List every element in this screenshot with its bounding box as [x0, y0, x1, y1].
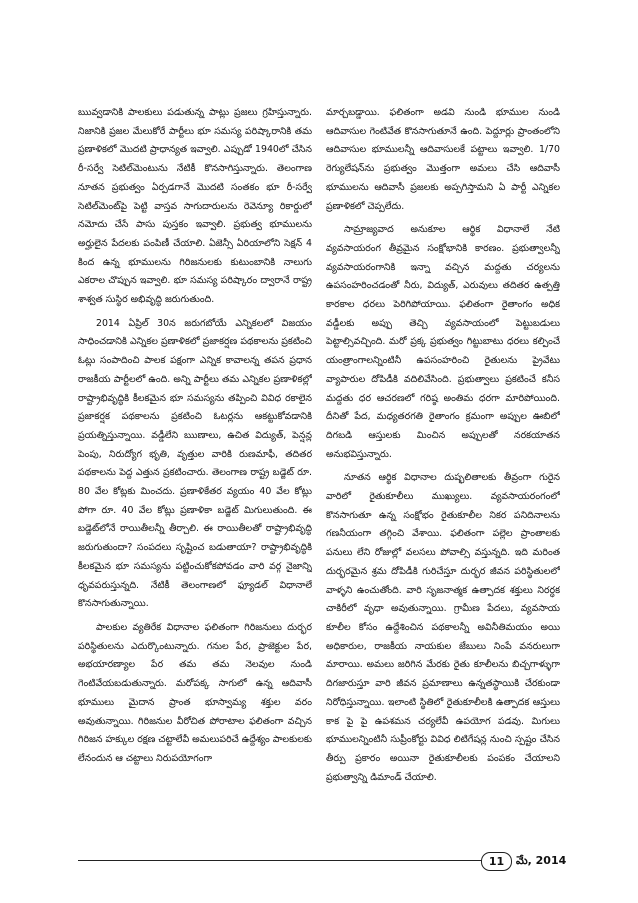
article-left-column	[78, 104, 312, 834]
article-right-column	[326, 104, 560, 834]
footer-divider	[78, 860, 490, 861]
article-paragraph: 2014 ఏప్రిల్ 30న జరుగబోయే ఎన్నికలలో విజయం సాధించడానికి ఎన్నికల ప్రణాళికలో ప్రజాకర్షణ పథకాలను ప్రకటించి ఓట్లు సంపాదించి పాలక పక్షంగా ఎన్నిక కావాలన్న తపన ప్రధాన రాజకీయ పార్టీలలో ఉంది. అన్ని పార్టీలు తమ ఎన్నికల ప్రణాళికల్లో రాష్ట్రాభివృద్ధికి కీలకమైన భూ సమస్యను తప్పించి వివిధ రకాలైన ప్రజాకర్షక పథకాలను ప్రకటించి ఓటర్లను ఆకట్టుకోవడానికి ప్రయత్నిస్తున్నాయి. వడ్డీలేని ఋణాలు, ఉచిత విద్యుత్, పెన్షన్ల పెంపు, నిరుద్యోగ భృతి, వృత్తుల వారికి రుణమాఫీ, తదితర పథకాలను పెద్ద ఎత్తున ప్రకటించారు. తెలంగాణ రాష్ట్ర బడ్జెట్ రూ. 80 వేల కోట్లకు మించదు. ప్రణాళికేతర వ్యయం 40 వేల కోట్లు పోగా రూ. 40 వేల కోట్లు ప్రణాళికా బడ్జెట్ మిగులుతుంది. ఈ బడ్జెట్‌లోనే రాయితీలన్నీ తీర్చాలి. ఈ రాయితీలతో రాష్ట్రాభివృద్ధి జరుగుతుందా? సంపదలు సృష్టించ బడుతాయా? రాష్ట్రాభివృద్ధికి కీలకమైన భూ సమస్యను పట్టించుకోకపోవడం వారి వర్గ నైజాన్ని ధృవపరుస్తున్నది. నేటికీ తెలంగాణలో ఫ్యూడల్ విధానాలే కొనసాగుతున్నాయి.	[78, 317, 312, 610]
article-paragraph: మార్చబడ్డాయి. ఫలితంగా అడవి నుండి భూముల నుండి ఆదివాసుల గెంటివేత కొనసాగుతూనే ఉంది. పెద్దూర్లు ప్రాంతంలోని ఆదివాసుల భూములన్నీ ఆదివాసులకే పట్టాలు ఇవ్వాలి. 1/70 రెగ్యులేషన్‌ను ప్రభుత్వం మొత్తంగా అమలు చేసి ఆదివాసీ భూములను ఆదివాసీ ప్రజలకు అప్పగిస్తామని ఏ పార్టీ ఎన్నికల ప్రణాళికలో చెప్పలేదు.	[326, 107, 560, 212]
article-paragraph: ఋవ్వడానికి పాలకులు పడుతున్న పాట్లు ప్రజలు గ్రహిస్తున్నారు. నిజానికి ప్రజల మేలుకోరే పార్టీలు భూ సమస్య పరిష్కారానికి తమ ప్రణాళికలో మొదటి ప్రాధాన్యత ఇవ్వాలి. ఎప్పుడో 1940లో చేసిన రీ-సర్వే సెటిల్‌మెంటును నేటికీ కొనసాగిస్తున్నారు. తెలంగాణ నూతన ప్రభుత్వం ఏర్పడగానే మొదటి సంతకం భూ రీ-సర్వే సెటిల్‌మెంట్‌పై పెట్టి వాస్తవ సాగుదారులను రెవెన్యూ రికార్డులో నమోదు చేసే పాసు పుస్తకం ఇవ్వాలి. ప్రభుత్వ భూములను అర్హులైన పేదలకు పంపిణీ చేయాలి. ఏజెన్సీ ఏరియాలోని సెక్షన్ 4 కింద ఉన్న భూములను గిరిజనులకు కుటుంబానికి నాలుగు ఎకరాల చొప్పున ఇవ్వాలి. భూ సమస్య పరిష్కారం ద్వారానే రాష్ట్ర శాశ్వత సుస్థిర అభివృద్ధి జరుగుతుంది.	[78, 107, 312, 306]
article-paragraph: నూతన ఆర్థిక విధానాల దుష్ఫలితాలకు తీవ్రంగా గురైన వారిలో రైతుకూలీలు ముఖ్యులు. వ్యవసాయరంగంలో కొనసాగుతూ ఉన్న సంక్షోభం రైతుకూలీల నికర పనిదినాలను గణనీయంగా తగ్గించి వేశాయి. ఫలితంగా పల్లెల ప్రాంతాలకు పనులు లేని రోజుల్లో వలసలు పోవాల్సి వస్తున్నది. ఇది మరింత దుర్భరమైన శ్రమ దోపిడీకి గురిచేస్తూ దుర్భర జీవన పరిస్థితులలో వాళ్ళని ఉంచుతోంది. వారి సృజనాత్మక ఉత్పాదక శక్తులు నిరర్ధక చాకిరీలో వృధా అవుతున్నాయి. గ్రామీణ పేదలు, వ్యవసాయ కూలీల కోసం ఉద్దేశించిన పథకాలన్నీ అవినీతిమయం అయి అధికారుల, రాజకీయ నాయకుల జేబులు నింపే వనరులుగా మారాయి. అమలు జరిగిన మేరకు రైతు కూలీలను బిచ్చగాళ్ళుగా దిగజారుస్తూ వారి జీవన ప్రమాణాలు ఉన్నతస్థాయికి చేరకుండా నిరోధిస్తున్నాయి. ఇలాంటి స్థితిలో రైతుకూలీలకి ఉత్పాదక ఆస్తులు కాక పై పై ఉపశమన చర్యలేవీ ఉపయోగ పడవు. మిగులు భూములన్నింటినీ సుప్రీంకోర్టు వివిధ లిటిగేషన్ల నుంచి స్పష్టం చేసిన తీర్పు ప్రకారం అయినా రైతుకూలీలకు పంపకం చేయాలని ప్రభుత్వాన్ని డిమాండ్ చేయాలి.	[326, 472, 560, 783]
issue-date: మే, 2014	[516, 854, 567, 867]
article-paragraph: సామ్రాజ్యవాద అనుకూల ఆర్థిక విధానాలే నేటి వ్యవసాయరంగ తీవ్రమైన సంక్షోభానికి కారణం. ప్రభుత్వాలన్నీ వ్యవసాయరంగానికి ఇన్నా వచ్చిన మద్దతు చర్యలను ఉపసంహరించడంతో నీరు, విద్యుత్, ఎరువులు తదితర ఉత్పత్తి కారకాల ధరలు పెరిగిపోయాయి. ఫలితంగా రైతాంగం అధిక వడ్డీలకు అప్పు తెచ్చి వ్యవసాయంలో పెట్టుబడులు పెట్టాల్సివచ్చింది. మరో ప్రక్క ప్రభుత్వం గిట్టుబాటు ధరలు కల్పించే యంత్రాంగాలన్నింటినీ ఉపసంహరించి రైతులను ప్రైవేటు వ్యాపారుల దోపిడీకి వదిలివేసింది. ప్రభుత్వాలు ప్రకటించే కనీస మద్దతు ధర ఆచరణలో గరిష్ఠ అంతిమ ధరగా మారిపోయింది. దీనితో పేద, మధ్యతరగతి రైతాంగం క్రమంగా అప్పుల ఊబిలో దిగబడి ఆస్తులకు మించిన అప్పులతో నరకయాతన అనుభవిస్తున్నారు.	[326, 224, 560, 460]
page-number-badge: 11	[481, 852, 512, 871]
article-paragraph: పాలకుల వ్యతిరేక విధానాల ఫలితంగా గిరిజనులు దుర్భర పరిస్థితులను ఎదుర్కొంటున్నారు. గనుల పేర, ప్రాజెక్టుల పేర, అభయారణ్యాల పేర తమ తమ నెలవుల నుండి గెంటివేయబడుతున్నారు. మరోపక్క సాగులో ఉన్న ఆదివాసీ భూములు మైదాన ప్రాంత భూస్వామ్య శక్తుల వరం అవుతున్నాయి. గిరిజనుల వీరోచిత పోరాటాల ఫలితంగా వచ్చిన గిరిజన హక్కుల రక్షణ చట్టాలేవీ అమలుపరిచే ఉద్దేశ్యం పాలకులకు లేనందున ఆ చట్టాలు నిరుపయోగంగా	[78, 621, 312, 764]
